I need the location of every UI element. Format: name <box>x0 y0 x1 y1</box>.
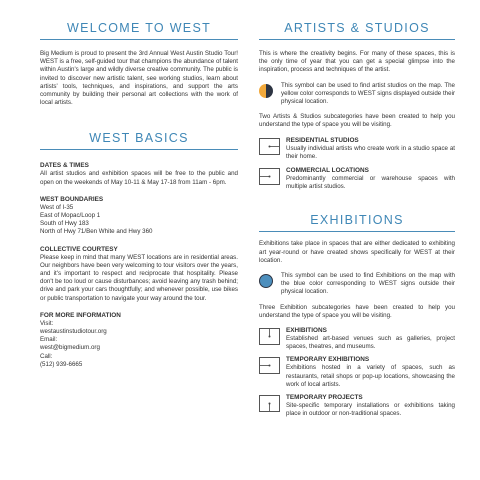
category-body: Predominantly commercial or warehouse spaces with multiple artist studios. <box>286 175 455 191</box>
category-temporary-exhibitions <box>259 356 455 389</box>
boundaries-title: WEST BOUNDARIES <box>40 195 104 203</box>
right-column <box>259 0 455 418</box>
temporary-project-icon <box>259 395 280 412</box>
exhibitions-symbol-text: This symbol can be used to find Exhibitions on the map with the blue color corresponding to WEST signs outside their physical location. <box>281 272 455 296</box>
phone-link[interactable]: (512) 939-6665 <box>40 360 83 368</box>
exhibitions-heading: EXHIBITIONS <box>259 213 455 232</box>
category-title: TEMPORARY EXHIBITIONS <box>286 356 370 364</box>
artists-symbol-text: This symbol can be used to find artist studios on the map. The yellow color corresponds to WEST signs displayed outside their physical location. <box>281 81 455 106</box>
category-body: Usually individual artists who create work in a studio space at their home. <box>286 144 455 160</box>
info-title: FOR MORE INFORMATION <box>40 311 121 319</box>
category-body: Site-specific temporary installations or exhibitions taking place in outdoor or non-traditional spaces. <box>286 402 455 418</box>
category-commercial <box>259 167 455 191</box>
boundary-line: South of Hwy 183 <box>40 220 89 228</box>
artists-intro: This is where the creativity begins. For many of these spaces, this is the only time of year that you can get a special glimpse into the inspiration, process and techniques of the artist. <box>259 50 455 74</box>
residential-studio-icon <box>259 138 280 155</box>
email-link[interactable]: west@bigmedium.org <box>40 344 100 352</box>
website-link[interactable]: westaustinstudiotour.org <box>40 328 107 336</box>
category-title: EXHIBITIONS <box>286 327 327 335</box>
exhibition-symbol-icon <box>259 274 273 288</box>
artist-studio-symbol-icon <box>259 84 273 98</box>
category-body: Exhibitions hosted in a variety of spaces, such as restaurants, retail shops or pop-up locations, showcasing the work of local artists. <box>286 364 455 388</box>
dates-title: DATES & TIMES <box>40 162 89 170</box>
category-temporary-projects <box>259 394 455 418</box>
artists-symbol-row <box>259 82 455 107</box>
left-column <box>40 0 238 369</box>
dates-body: All artist studios and exhibition spaces will be free to the public and open on the weekends of May 10-11 & May 17-18 from 11am - 6pm. <box>40 170 238 186</box>
category-body: Established art-based venues such as galleries, project spaces, theatres, and museums. <box>286 335 455 351</box>
basics-heading: WEST BASICS <box>40 131 238 150</box>
category-exhibitions <box>259 327 455 351</box>
courtesy-title: COLLECTIVE COURTESY <box>40 245 118 253</box>
exhibitions-intro: Exhibitions take place in spaces that are either dedicated to exhibiting art year-round or have created shows specifically for WEST at their location. <box>259 240 455 264</box>
boundary-line: North of Hwy 71/Ben White and Hwy 360 <box>40 228 153 236</box>
category-title: RESIDENTIAL STUDIOS <box>286 136 359 144</box>
category-title: TEMPORARY PROJECTS <box>286 394 363 402</box>
exhibitions-symbol-row <box>259 272 455 297</box>
welcome-body: Big Medium is proud to present the 3rd Annual West Austin Studio Tour! WEST is a free, self-guided tour that champions the abundance of talent within Austin's large and wildly diverse creative community. The public is invited to discover new artistic talent, see working studios, learn about artists' tools, techniques, and inspirations, and support the arts community by building their personal art collections with the work of local artists. <box>40 50 238 107</box>
artists-subcat-intro: Two Artists & Studios subcategories have been created to help you understand the type of space you will be visiting. <box>259 113 455 129</box>
info-line: Call: <box>40 352 53 360</box>
welcome-heading: WELCOME TO WEST <box>40 21 238 40</box>
category-title: COMMERCIAL LOCATIONS <box>286 167 369 175</box>
courtesy-body: Please keep in mind that many WEST locations are in residential areas. Our neighbors have been very welcoming to tour visitors over the years, and it's important to respect and reciprocate that hospitality. Please don't be too loud or cause disturbances; avoid leaving any trash behind; drive and park your cars thoughtfully; and whenever possible, use bikes or public transportation to navigate your way around the tour. <box>40 253 238 302</box>
artists-heading: ARTISTS & STUDIOS <box>259 21 455 40</box>
info-line: Email: <box>40 336 58 344</box>
commercial-location-icon <box>259 168 280 185</box>
category-residential <box>259 137 455 161</box>
boundary-line: West of I-35 <box>40 203 74 211</box>
temporary-exhibition-icon <box>259 357 280 374</box>
exhibitions-subcat-intro: Three Exhibition subcategories have been created to help you understand the type of space you will be visiting. <box>259 303 455 319</box>
boundary-line: East of Mopac/Loop 1 <box>40 212 101 220</box>
info-line: Visit: <box>40 319 54 327</box>
exhibition-venue-icon <box>259 328 280 345</box>
